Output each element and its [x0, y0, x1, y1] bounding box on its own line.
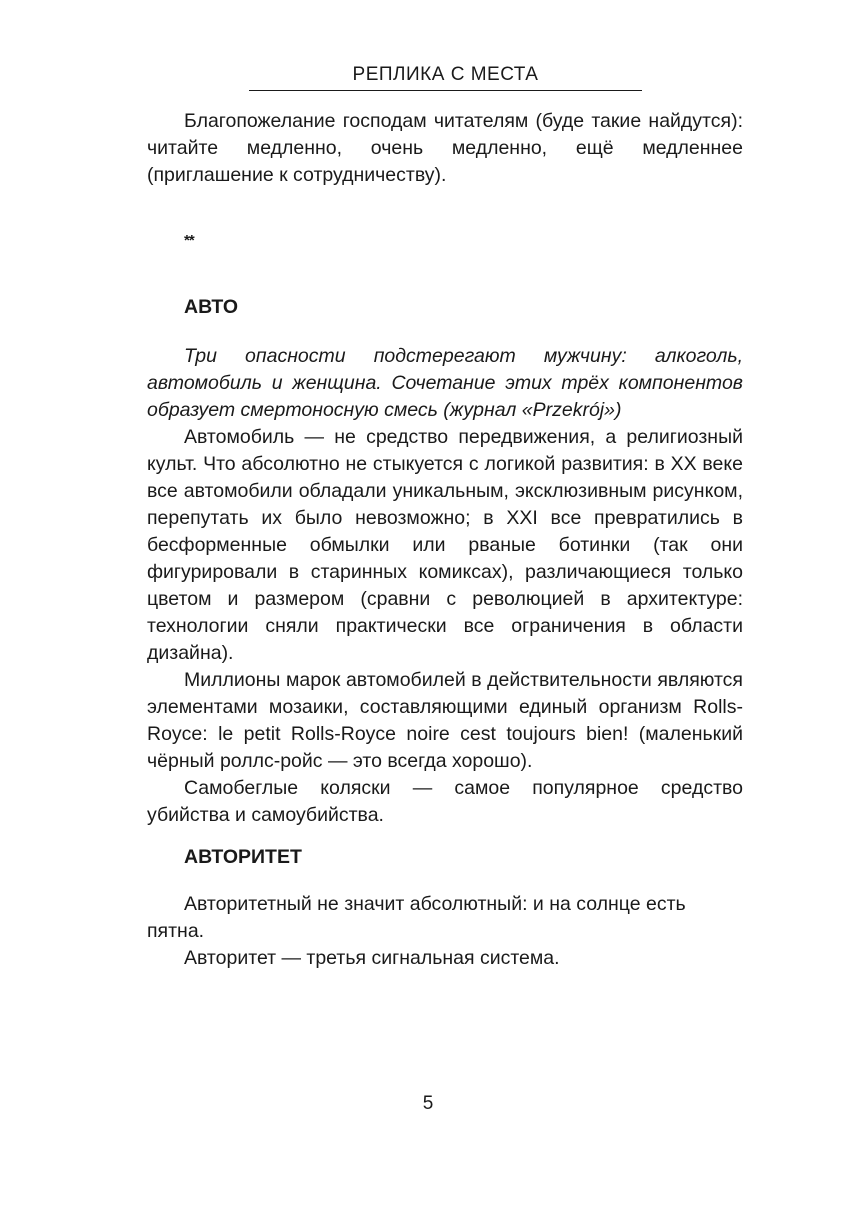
running-head-rule	[249, 90, 642, 91]
running-head: РЕПЛИКА С МЕСТА	[352, 64, 539, 85]
section-heading-avtoritet: АВТОРИТЕТ	[184, 846, 302, 868]
page-number: 5	[422, 1093, 434, 1114]
intro-block	[147, 108, 743, 189]
epigraph: Три опасности подстерегают мужчину: алкоголь, автомобиль и женщина. Сочетание этих трёх компонентов образует смертоносную смесь (журнал «Przekrój»)	[147, 345, 743, 421]
paragraph: Автомобиль — не средство передвижения, а религиозный культ. Что абсолютно не стыкуется с логикой развития: в XX веке все автомобили обладали уникальным, эксклюзивным рисунком, перепутать их было невозможно; в XXI все превратились в бесформенные обмылки или рваные ботинки (так они фигурировали в старинных комиксах), различающиеся только цветом и размером (сравни с революцией в архитектуре: технологии сняли практически все ограничения в области дизайна).	[147, 426, 743, 664]
section-body-avtoritet	[147, 891, 743, 972]
paragraph: Авторитетный не значит абсолютный: и на солнце есть пятна.	[147, 893, 686, 942]
paragraph: Авторитет — третья сигнальная система.	[184, 947, 560, 969]
paragraph: Миллионы марок автомобилей в действительности являются элементами мозаики, составляющими единый организм Rolls-Royce: le petit Rolls-Royce noire cest toujours bien! (маленький чёрный роллс-ройс — это всегда хорошо).	[147, 669, 743, 772]
section-heading-avto: АВТО	[184, 296, 239, 318]
section-body-avto	[147, 343, 743, 829]
paragraph: Самобеглые коляски — самое популярное средство убийства и самоубийства.	[147, 777, 743, 826]
intro-paragraph: Благопожелание господам читателям (буде такие найдутся): читайте медленно, очень медленно, ещё медленнее (приглашение к сотрудничеству).	[147, 110, 743, 186]
section-separator: **	[184, 232, 194, 249]
